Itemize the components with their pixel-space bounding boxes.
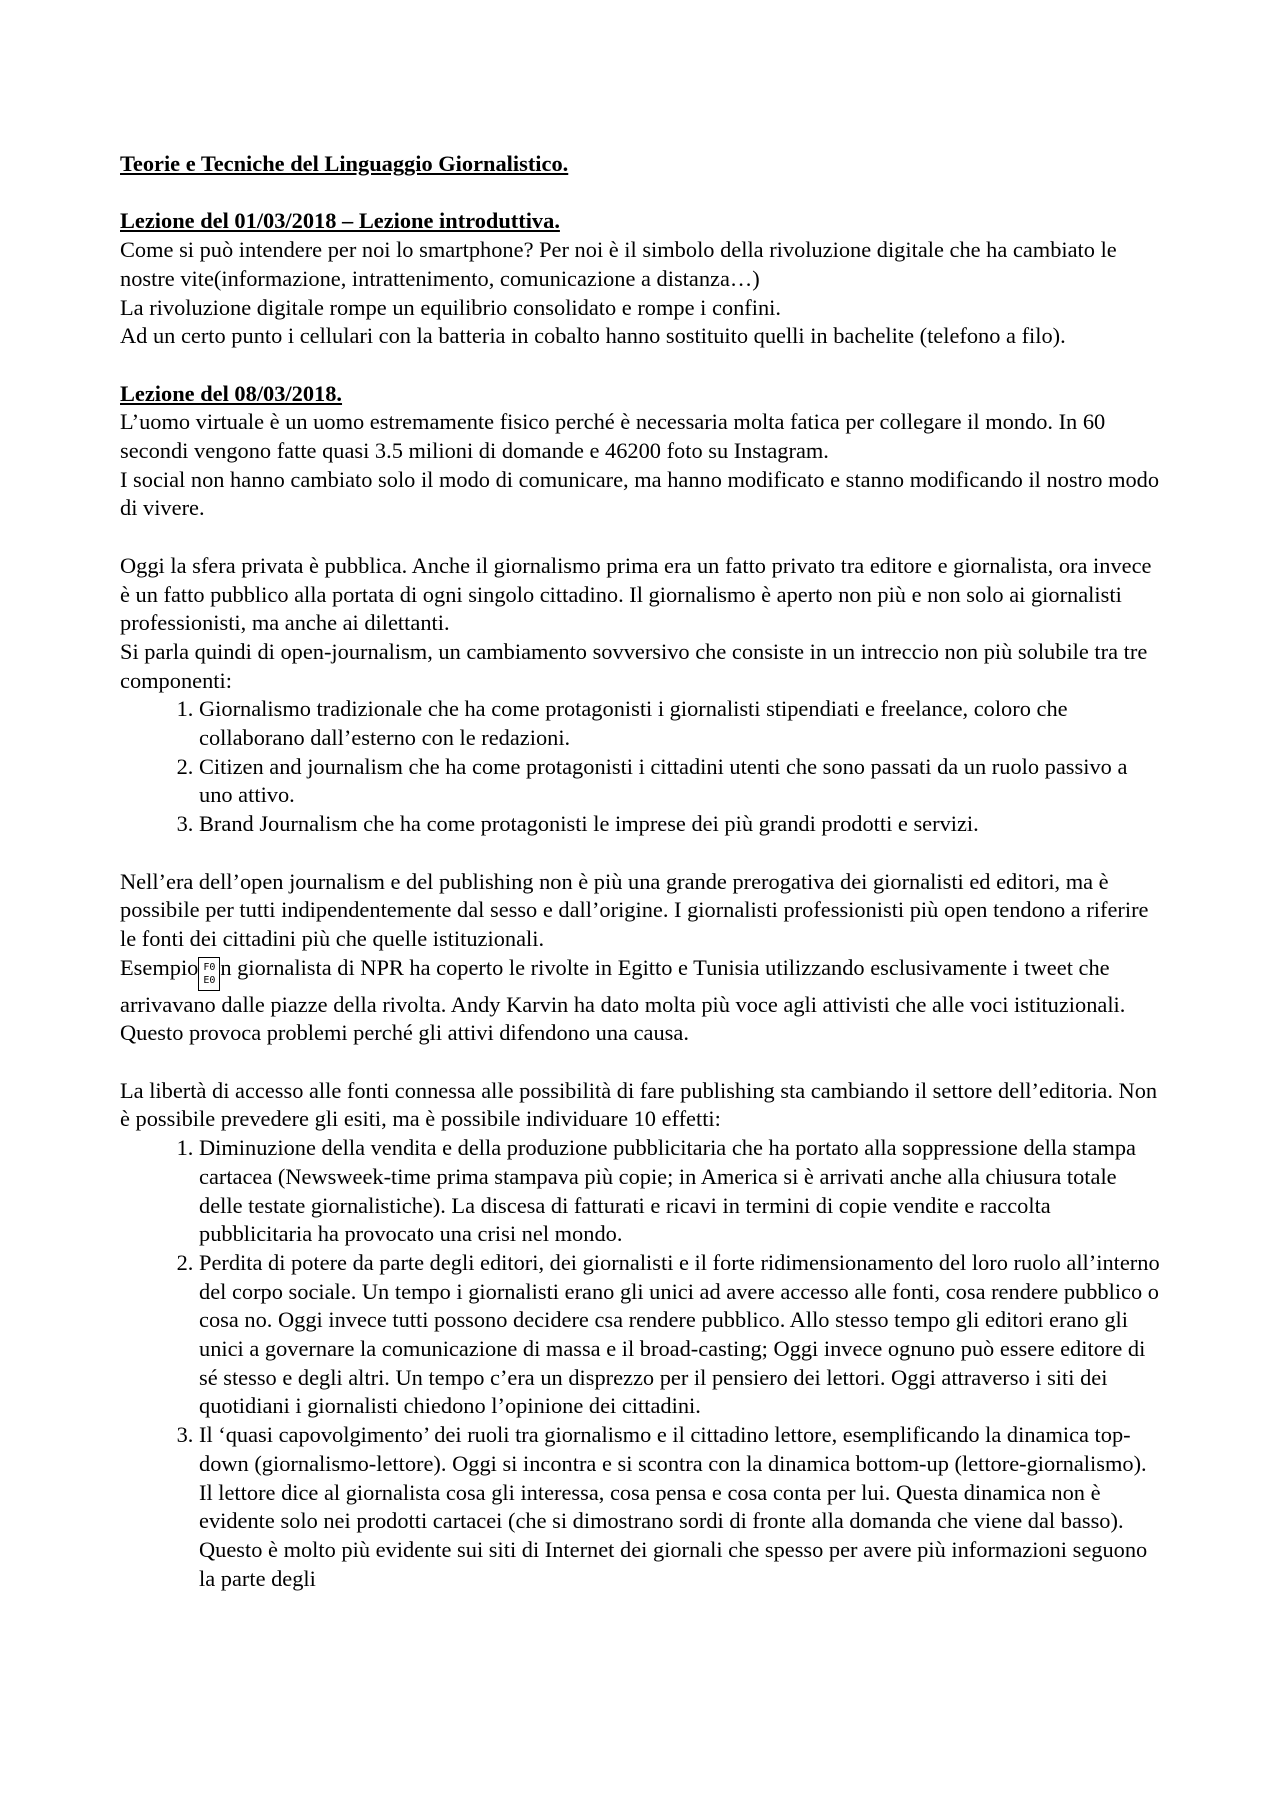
document-page bbox=[120, 150, 1165, 1593]
effects-list bbox=[120, 1134, 1165, 1593]
blank-line bbox=[120, 179, 1165, 208]
paragraph: L’uomo virtuale è un uomo estremamente fisico perché è necessaria molta fatica per collegare il mondo. In 60 secondi vengono fatte quasi 3.5 milioni di domande e 46200 foto su Instagram. bbox=[120, 409, 1106, 463]
paragraph: Oggi la sfera privata è pubblica. Anche il giornalismo prima era un fatto privato tra editore e giornalista, ora invece è un fatto pubblico alla portata di ogni singolo cittadino. Il giornalismo è aperto non più e non solo ai giornalisti professionisti, ma anche ai dilettanti. bbox=[120, 552, 1152, 636]
blank-line bbox=[120, 523, 1165, 552]
paragraph: Si parla quindi di open-journalism, un cambiamento sovversivo che consiste in un intreccio non più solubile tra tre componenti: bbox=[120, 638, 1148, 693]
lesson-2-heading: Lezione del 08/03/2018. bbox=[120, 380, 343, 406]
list-item: 1. Giornalismo tradizionale che ha come protagonisti i giornalisti stipendiati e freelance, coloro che collaborano dall’esterno con le redazioni. bbox=[199, 695, 1165, 752]
missing-glyph-icon bbox=[198, 957, 220, 991]
list-item: 2. Perdita di potere da parte degli editori, dei giornalisti e il forte ridimensionamento del loro ruolo all’interno del corpo sociale. Un tempo i giornalisti erano gli unici ad avere accesso alle fonti, cosa rendere pubblico o cosa no. Oggi invece tutti possono decidere csa rendere pubblico. Allo stesso tempo gli editori erano gli unici a governare la comunicazione di massa e il broad-casting; Oggi invece ognuno può essere editore di sé stesso e degli altri. Un tempo c’era un disprezzo per il pensiero dei lettori. Oggi attraverso i siti dei quotidiani i giornalisti chiedono l’opinione dei cittadini. bbox=[199, 1249, 1165, 1421]
paragraph bbox=[120, 954, 1165, 1048]
paragraph: Nell’era dell’open journalism e del publishing non è più una grande prerogativa dei giornalisti ed editori, ma è possibile per tutti indipendentemente dal sesso e dall’origine. I giornalisti professionisti più open tendono a riferire le fonti dei cittadini più che quelle istituzionali. bbox=[120, 868, 1149, 951]
blank-line bbox=[120, 351, 1165, 380]
paragraph: I social non hanno cambiato solo il modo di comunicare, ma hanno modificato e stanno modificando il nostro modo di vivere. bbox=[120, 466, 1160, 521]
blank-line bbox=[120, 839, 1165, 868]
paragraph: La libertà di accesso alle fonti connessa alle possibilità di fare publishing sta cambiando il settore dell’editoria. Non è possibile prevedere gli esiti, ma è possibile individuare 10 effetti: bbox=[120, 1077, 1158, 1132]
paragraph: Ad un certo punto i cellulari con la batteria in cobalto hanno sostituito quelli in bachelite (telefono a filo). bbox=[120, 323, 1066, 349]
lesson-1-heading: Lezione del 01/03/2018 – Lezione introduttiva. bbox=[120, 208, 560, 234]
list-item: 3. Brand Journalism che ha come protagonisti le imprese dei più grandi prodotti e servizi. bbox=[199, 810, 1165, 839]
paragraph: Come si può intendere per noi lo smartphone? Per noi è il simbolo della rivoluzione digitale che ha cambiato le nostre vite(informazione, intrattenimento, comunicazione a distanza…) bbox=[120, 237, 1117, 291]
paragraph-rest: n giornalista di NPR ha coperto le rivolte in Egitto e Tunisia utilizzando esclusivamente i tweet che arrivavano dalle piazze della rivolta. Andy Karvin ha dato molta più voce agli attivisti che alle voci istituzionali. Questo provoca problemi perché gli attivi difendono una causa. bbox=[120, 954, 1126, 1046]
glyph-code-bottom: E0 bbox=[203, 974, 216, 986]
glyph-code-top: F0 bbox=[203, 961, 216, 973]
list-item: 1. Diminuzione della vendita e della produzione pubblicitaria che ha portato alla soppressione della stampa cartacea (Newsweek-time prima stampava più copie; in America si è arrivati anche alla chiusura totale delle testate giornalistiche). La discesa di fatturati e ricavi in termini di copie vendite e raccolta pubblicitaria ha provocato una crisi nel mondo. bbox=[199, 1134, 1165, 1249]
paragraph: La rivoluzione digitale rompe un equilibrio consolidato e rompe i confini. bbox=[120, 294, 781, 320]
blank-line bbox=[120, 1048, 1165, 1077]
list-item: 2. Citizen and journalism che ha come protagonisti i cittadini utenti che sono passati da un ruolo passivo a uno attivo. bbox=[199, 753, 1165, 810]
paragraph-start: Esempio bbox=[120, 954, 199, 980]
document-title: Teorie e Tecniche del Linguaggio Giornalistico. bbox=[120, 151, 569, 176]
list-item: 3. Il ‘quasi capovolgimento’ dei ruoli tra giornalismo e il cittadino lettore, esemplificando la dinamica top-down (giornalismo-lettore). Oggi si incontra e si scontra con la dinamica bottom-up (lettore-giornalismo). Il lettore dice al giornalista cosa gli interessa, cosa pensa e cosa conta per lui. Questa dinamica non è evidente solo nei prodotti cartacei (che si dimostrano sordi di fronte alla domanda che viene dal basso). Questo è molto più evidente sui siti di Internet dei giornali che spesso per avere più informazioni seguono la parte degli bbox=[199, 1421, 1165, 1593]
components-list bbox=[120, 695, 1165, 839]
